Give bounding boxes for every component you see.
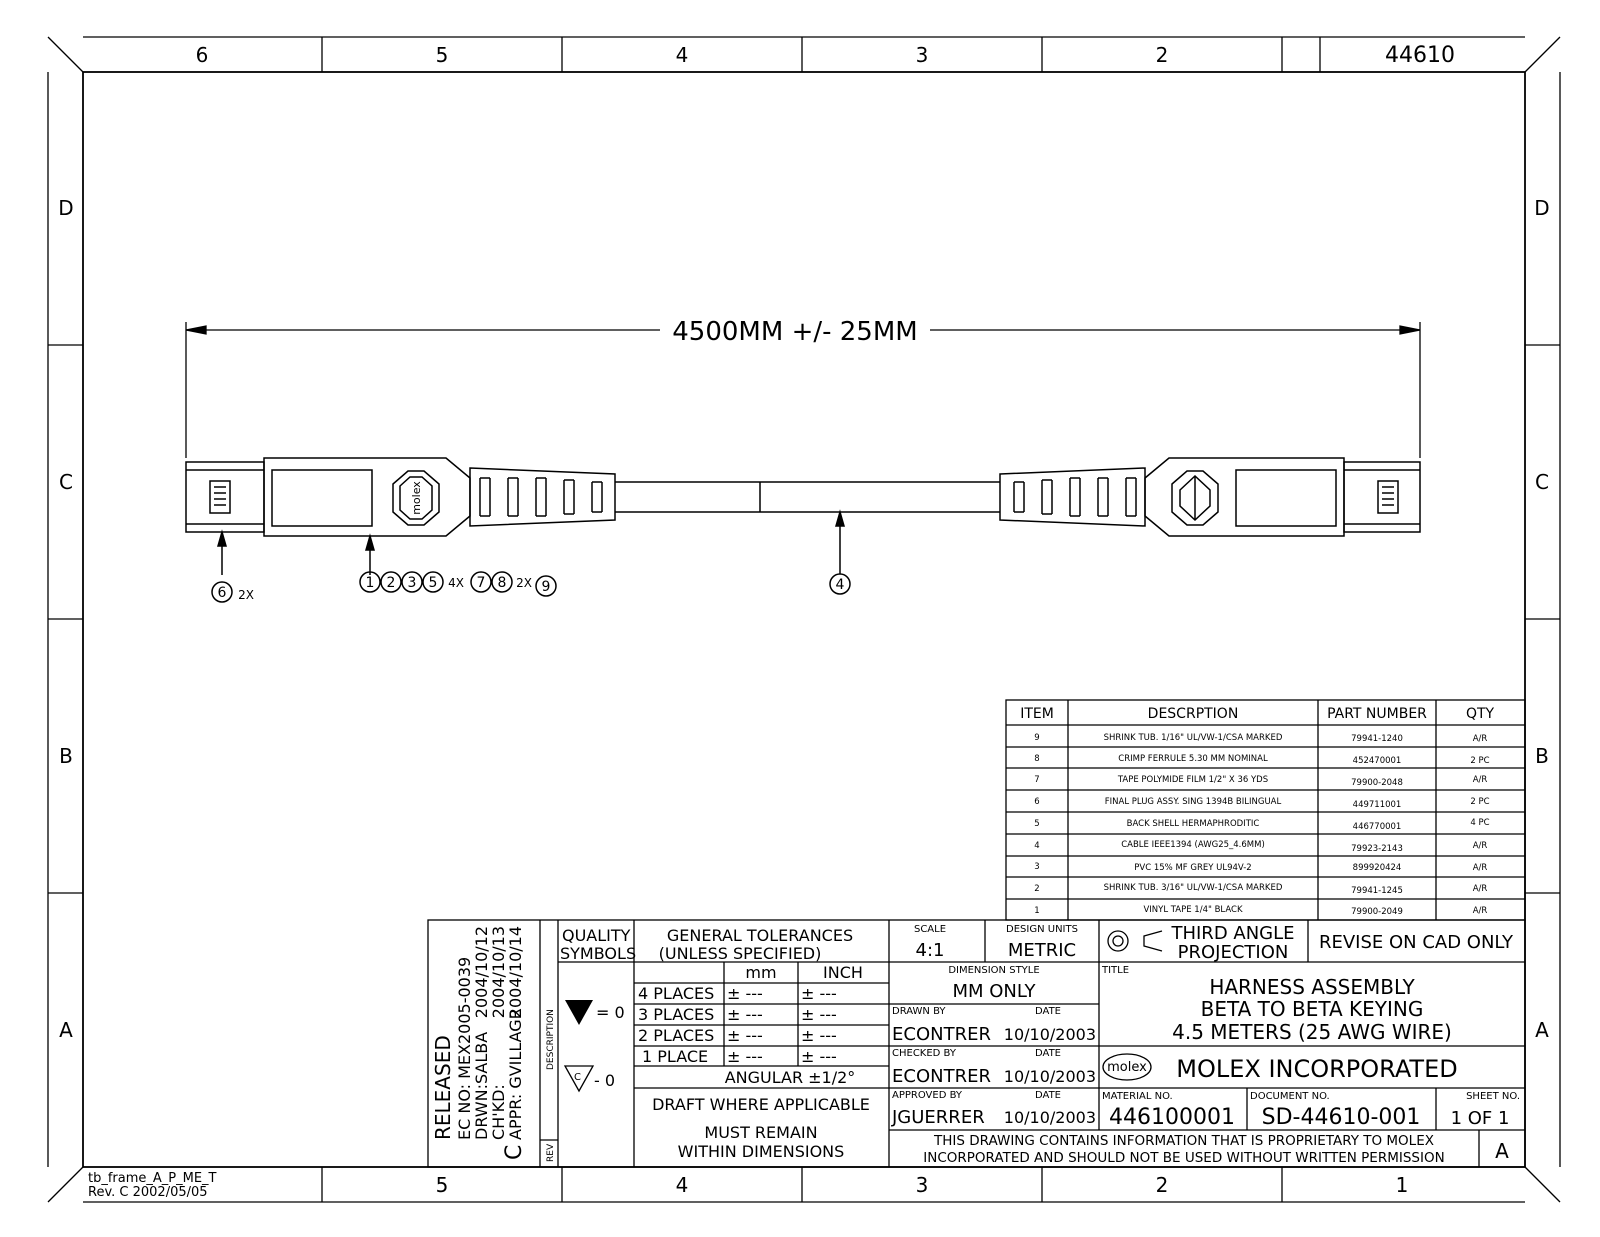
bom-row-qty: 2 PC <box>1470 756 1490 766</box>
bom-row-description: CRIMP FERRULE 5.30 MM NOMINAL <box>1118 754 1268 764</box>
bom-row-item: 4 <box>1034 841 1040 851</box>
molex-logo-text: molex <box>1107 1060 1147 1075</box>
projection-line-2: PROJECTION <box>1177 942 1289 963</box>
tolerance-row-label: 2 PLACES <box>638 1026 715 1045</box>
third-angle-projection-icon <box>1108 931 1162 951</box>
dimension-style-value: MM ONLY <box>952 981 1036 1002</box>
balloon-7: 7 <box>476 575 486 591</box>
zone-top-4: 4 <box>675 43 689 67</box>
company-name: MOLEX INCORPORATED <box>1176 1055 1458 1083</box>
rev-date-ec: 2004/10/12 <box>472 926 491 1019</box>
rev-approved: APPR: GVILLAGR <box>506 1008 525 1140</box>
bom-row-qty: A/R <box>1472 906 1488 916</box>
bom-row-qty: A/R <box>1472 863 1488 873</box>
drawing-size: A <box>1495 1139 1509 1163</box>
tolerance-row-label: 3 PLACES <box>638 1005 715 1024</box>
rev-label: REV <box>546 1143 556 1162</box>
material-number: 446100001 <box>1109 1105 1235 1130</box>
balloon-2: 2 <box>386 575 396 591</box>
bom-row-part: 79923-2143 <box>1351 844 1403 854</box>
bom-header-description: DESCRPTION <box>1147 706 1239 722</box>
tolerances-within: WITHIN DIMENSIONS <box>677 1142 845 1161</box>
tolerance-row-label: 4 PLACES <box>638 984 715 1003</box>
bom-row-item: 9 <box>1034 733 1040 743</box>
sheet-label: SHEET NO. <box>1466 1091 1520 1102</box>
title-label: TITLE <box>1102 965 1130 976</box>
balloon-8: 8 <box>497 575 507 591</box>
bom-row-item: 2 <box>1034 884 1040 894</box>
quality-triangle-filled-icon <box>565 1000 593 1025</box>
zone-top-3: 3 <box>915 43 929 67</box>
zone-left-d: D <box>58 196 74 220</box>
approved-by-label: APPROVED BY <box>892 1090 963 1101</box>
bom-row-qty: A/R <box>1472 734 1488 744</box>
rev-checked: CH'KD: <box>489 1084 508 1140</box>
material-label: MATERIAL NO. <box>1102 1091 1173 1102</box>
bom-row-qty: A/R <box>1472 884 1488 894</box>
bom-row-qty: A/R <box>1472 775 1488 785</box>
frame-info-line-1: tb_frame_A_P_ME_T <box>88 1171 217 1186</box>
bom-header-part-number: PART NUMBER <box>1327 706 1427 722</box>
proprietary-line-1: THIS DRAWING CONTAINS INFORMATION THAT IS PROPRIETARY TO MOLEX <box>934 1133 1434 1149</box>
sheet-value: 1 OF 1 <box>1450 1108 1510 1129</box>
document-number: SD-44610-001 <box>1261 1105 1421 1130</box>
checked-by: ECONTRER <box>892 1066 991 1087</box>
tolerance-row-inch: ± --- <box>801 984 837 1003</box>
approved-by: JGUERRER <box>892 1107 985 1128</box>
zone-left-b: B <box>59 744 73 768</box>
drawn-date: 10/10/2003 <box>1003 1025 1096 1044</box>
scale-label: SCALE <box>913 924 947 935</box>
drawn-by: ECONTRER <box>892 1024 991 1045</box>
bom-row-qty: 2 PC <box>1470 797 1490 807</box>
projection-line-1: THIRD ANGLE <box>1171 923 1295 944</box>
rev-released: RELEASED <box>431 1035 455 1140</box>
bom-row-description: VINYL TAPE 1/4" BLACK <box>1143 905 1243 915</box>
title-line-2: BETA TO BETA KEYING <box>1200 997 1424 1021</box>
tolerances-must-remain: MUST REMAIN <box>704 1123 818 1142</box>
balloon-6-qty: 2X <box>238 588 254 602</box>
zone-left-c: C <box>59 470 73 494</box>
tolerance-row-mm: ± --- <box>727 1005 763 1024</box>
bom-row-description: SHRINK TUB. 3/16" UL/VW-1/CSA MARKED <box>1103 883 1283 893</box>
bom-row-item: 6 <box>1034 797 1040 807</box>
tolerances-draft: DRAFT WHERE APPLICABLE <box>652 1095 870 1114</box>
drawing-number: 44610 <box>1385 43 1455 68</box>
tolerance-row-inch: ± --- <box>801 1005 837 1024</box>
left-connector-logo: molex <box>410 481 423 515</box>
balloon-8-qty: 2X <box>516 576 532 590</box>
tolerance-row-mm: ± --- <box>727 1047 763 1066</box>
design-units-value: METRIC <box>1007 940 1077 961</box>
checked-date: 10/10/2003 <box>1003 1067 1096 1086</box>
dimension-style-label: DIMENSION STYLE <box>948 965 1040 976</box>
zone-bottom-5: 5 <box>435 1173 449 1197</box>
bom-row-description: FINAL PLUG ASSY. SING 1394B BILINGUAL <box>1104 797 1282 807</box>
title-line-1: HARNESS ASSEMBLY <box>1209 975 1415 999</box>
right-plug <box>1344 462 1420 532</box>
bom-row-item: 1 <box>1034 906 1040 916</box>
approved-date-label: DATE <box>1034 1090 1062 1101</box>
bom-row-description: PVC 15% MF GREY UL94V-2 <box>1134 863 1252 873</box>
bom-row-item: 3 <box>1034 862 1040 872</box>
revise-note: REVISE ON CAD ONLY <box>1318 932 1514 953</box>
bom-row-part: 79900-2049 <box>1351 907 1403 917</box>
quality-label-2: SYMBOLS <box>560 944 637 963</box>
rev-date-approved: 2004/10/14 <box>506 926 525 1019</box>
right-boot <box>1000 468 1145 526</box>
balloon-5: 5 <box>428 575 438 591</box>
balloon-4: 4 <box>835 577 845 593</box>
tolerance-row-mm: ± --- <box>727 984 763 1003</box>
rev-drawn: DRWN:SALBA <box>472 1031 491 1140</box>
bom-row-item: 5 <box>1034 819 1040 829</box>
quality-symbol-1-value: = 0 <box>596 1003 625 1022</box>
zone-top-2: 2 <box>1155 43 1169 67</box>
tolerances-angular: ANGULAR ±1/2° <box>724 1068 856 1087</box>
bom-row-qty: A/R <box>1472 841 1488 851</box>
tolerances-col-inch: INCH <box>823 963 863 982</box>
molex-logo <box>1103 1054 1151 1080</box>
drawn-date-label: DATE <box>1034 1006 1062 1017</box>
checked-by-label: CHECKED BY <box>892 1048 956 1059</box>
checked-date-label: DATE <box>1034 1048 1062 1059</box>
quality-symbol-2-letter: C <box>574 1072 581 1083</box>
drawn-by-label: DRAWN BY <box>892 1006 946 1017</box>
rev-description-label: DESCRIPTION <box>546 1009 556 1070</box>
zone-left-a: A <box>59 1018 73 1042</box>
bom-row-description: TAPE POLYMIDE FILM 1/2" X 36 YDS <box>1117 775 1269 785</box>
quality-label-1: QUALITY <box>562 926 631 945</box>
left-plug <box>186 462 264 532</box>
design-units-label: DESIGN UNITS <box>1006 924 1078 935</box>
rev-date-drawn: 2004/10/13 <box>489 926 508 1019</box>
tolerance-row-inch: ± --- <box>801 1026 837 1045</box>
tolerances-col-mm: mm <box>745 963 777 982</box>
approved-date: 10/10/2003 <box>1003 1108 1096 1127</box>
bom-row-part: 449711001 <box>1352 800 1402 810</box>
balloon-9: 9 <box>541 579 551 595</box>
bom-row-part: 446770001 <box>1352 822 1402 832</box>
bom-row-part: 79900-2048 <box>1351 778 1403 788</box>
zone-bottom-3: 3 <box>915 1173 929 1197</box>
bom-header-item: ITEM <box>1020 706 1054 722</box>
frame-info-line-2: Rev. C 2002/05/05 <box>88 1185 208 1200</box>
tolerance-row-label: 1 PLACE <box>642 1047 709 1066</box>
bom-row-part: 899920424 <box>1352 863 1402 873</box>
zone-top-6: 6 <box>195 43 209 67</box>
bom-row-description: SHRINK TUB. 1/16" UL/VW-1/CSA MARKED <box>1103 733 1283 743</box>
rev-value: C <box>502 1144 527 1160</box>
zone-bottom-2: 2 <box>1155 1173 1169 1197</box>
bom-row-part: 452470001 <box>1352 756 1402 766</box>
zone-right-d: D <box>1534 196 1550 220</box>
quality-symbol-2-value: - 0 <box>594 1071 616 1090</box>
document-label: DOCUMENT NO. <box>1250 1091 1330 1102</box>
tolerances-title-2: (UNLESS SPECIFIED) <box>658 944 822 963</box>
rev-ec-no: EC NO: MEX2005-0039 <box>455 956 474 1140</box>
left-boot <box>470 468 615 526</box>
bom-row-part: 79941-1245 <box>1351 886 1403 896</box>
bom-header-qty: QTY <box>1465 706 1495 722</box>
bom-row-item: 7 <box>1034 775 1040 785</box>
bom-row-part: 79941-1240 <box>1351 734 1403 744</box>
balloon-5-qty: 4X <box>448 576 464 590</box>
tolerances-title-1: GENERAL TOLERANCES <box>666 926 854 945</box>
balloon-6: 6 <box>217 585 227 601</box>
bom-row-item: 8 <box>1034 754 1040 764</box>
title-line-3: 4.5 METERS (25 AWG WIRE) <box>1172 1020 1452 1044</box>
bom-row-qty: 4 PC <box>1470 818 1490 828</box>
tolerance-row-inch: ± --- <box>801 1047 837 1066</box>
zone-right-c: C <box>1535 470 1549 494</box>
proprietary-line-2: INCORPORATED AND SHOULD NOT BE USED WITHOUT WRITTEN PERMISSION <box>923 1150 1445 1166</box>
zone-bottom-1: 1 <box>1395 1173 1409 1197</box>
bom-row-description: CABLE IEEE1394 (AWG25_4.6MM) <box>1121 840 1265 850</box>
overall-dimension-label: 4500MM +/- 25MM <box>672 317 918 347</box>
balloon-1: 1 <box>365 575 375 591</box>
zone-top-5: 5 <box>435 43 449 67</box>
zone-right-a: A <box>1535 1018 1549 1042</box>
balloon-3: 3 <box>407 575 417 591</box>
bom-row-description: BACK SHELL HERMAPHRODITIC <box>1126 819 1260 829</box>
scale-value: 4:1 <box>915 940 945 961</box>
tolerance-row-mm: ± --- <box>727 1026 763 1045</box>
zone-bottom-4: 4 <box>675 1173 689 1197</box>
zone-right-b: B <box>1535 744 1549 768</box>
